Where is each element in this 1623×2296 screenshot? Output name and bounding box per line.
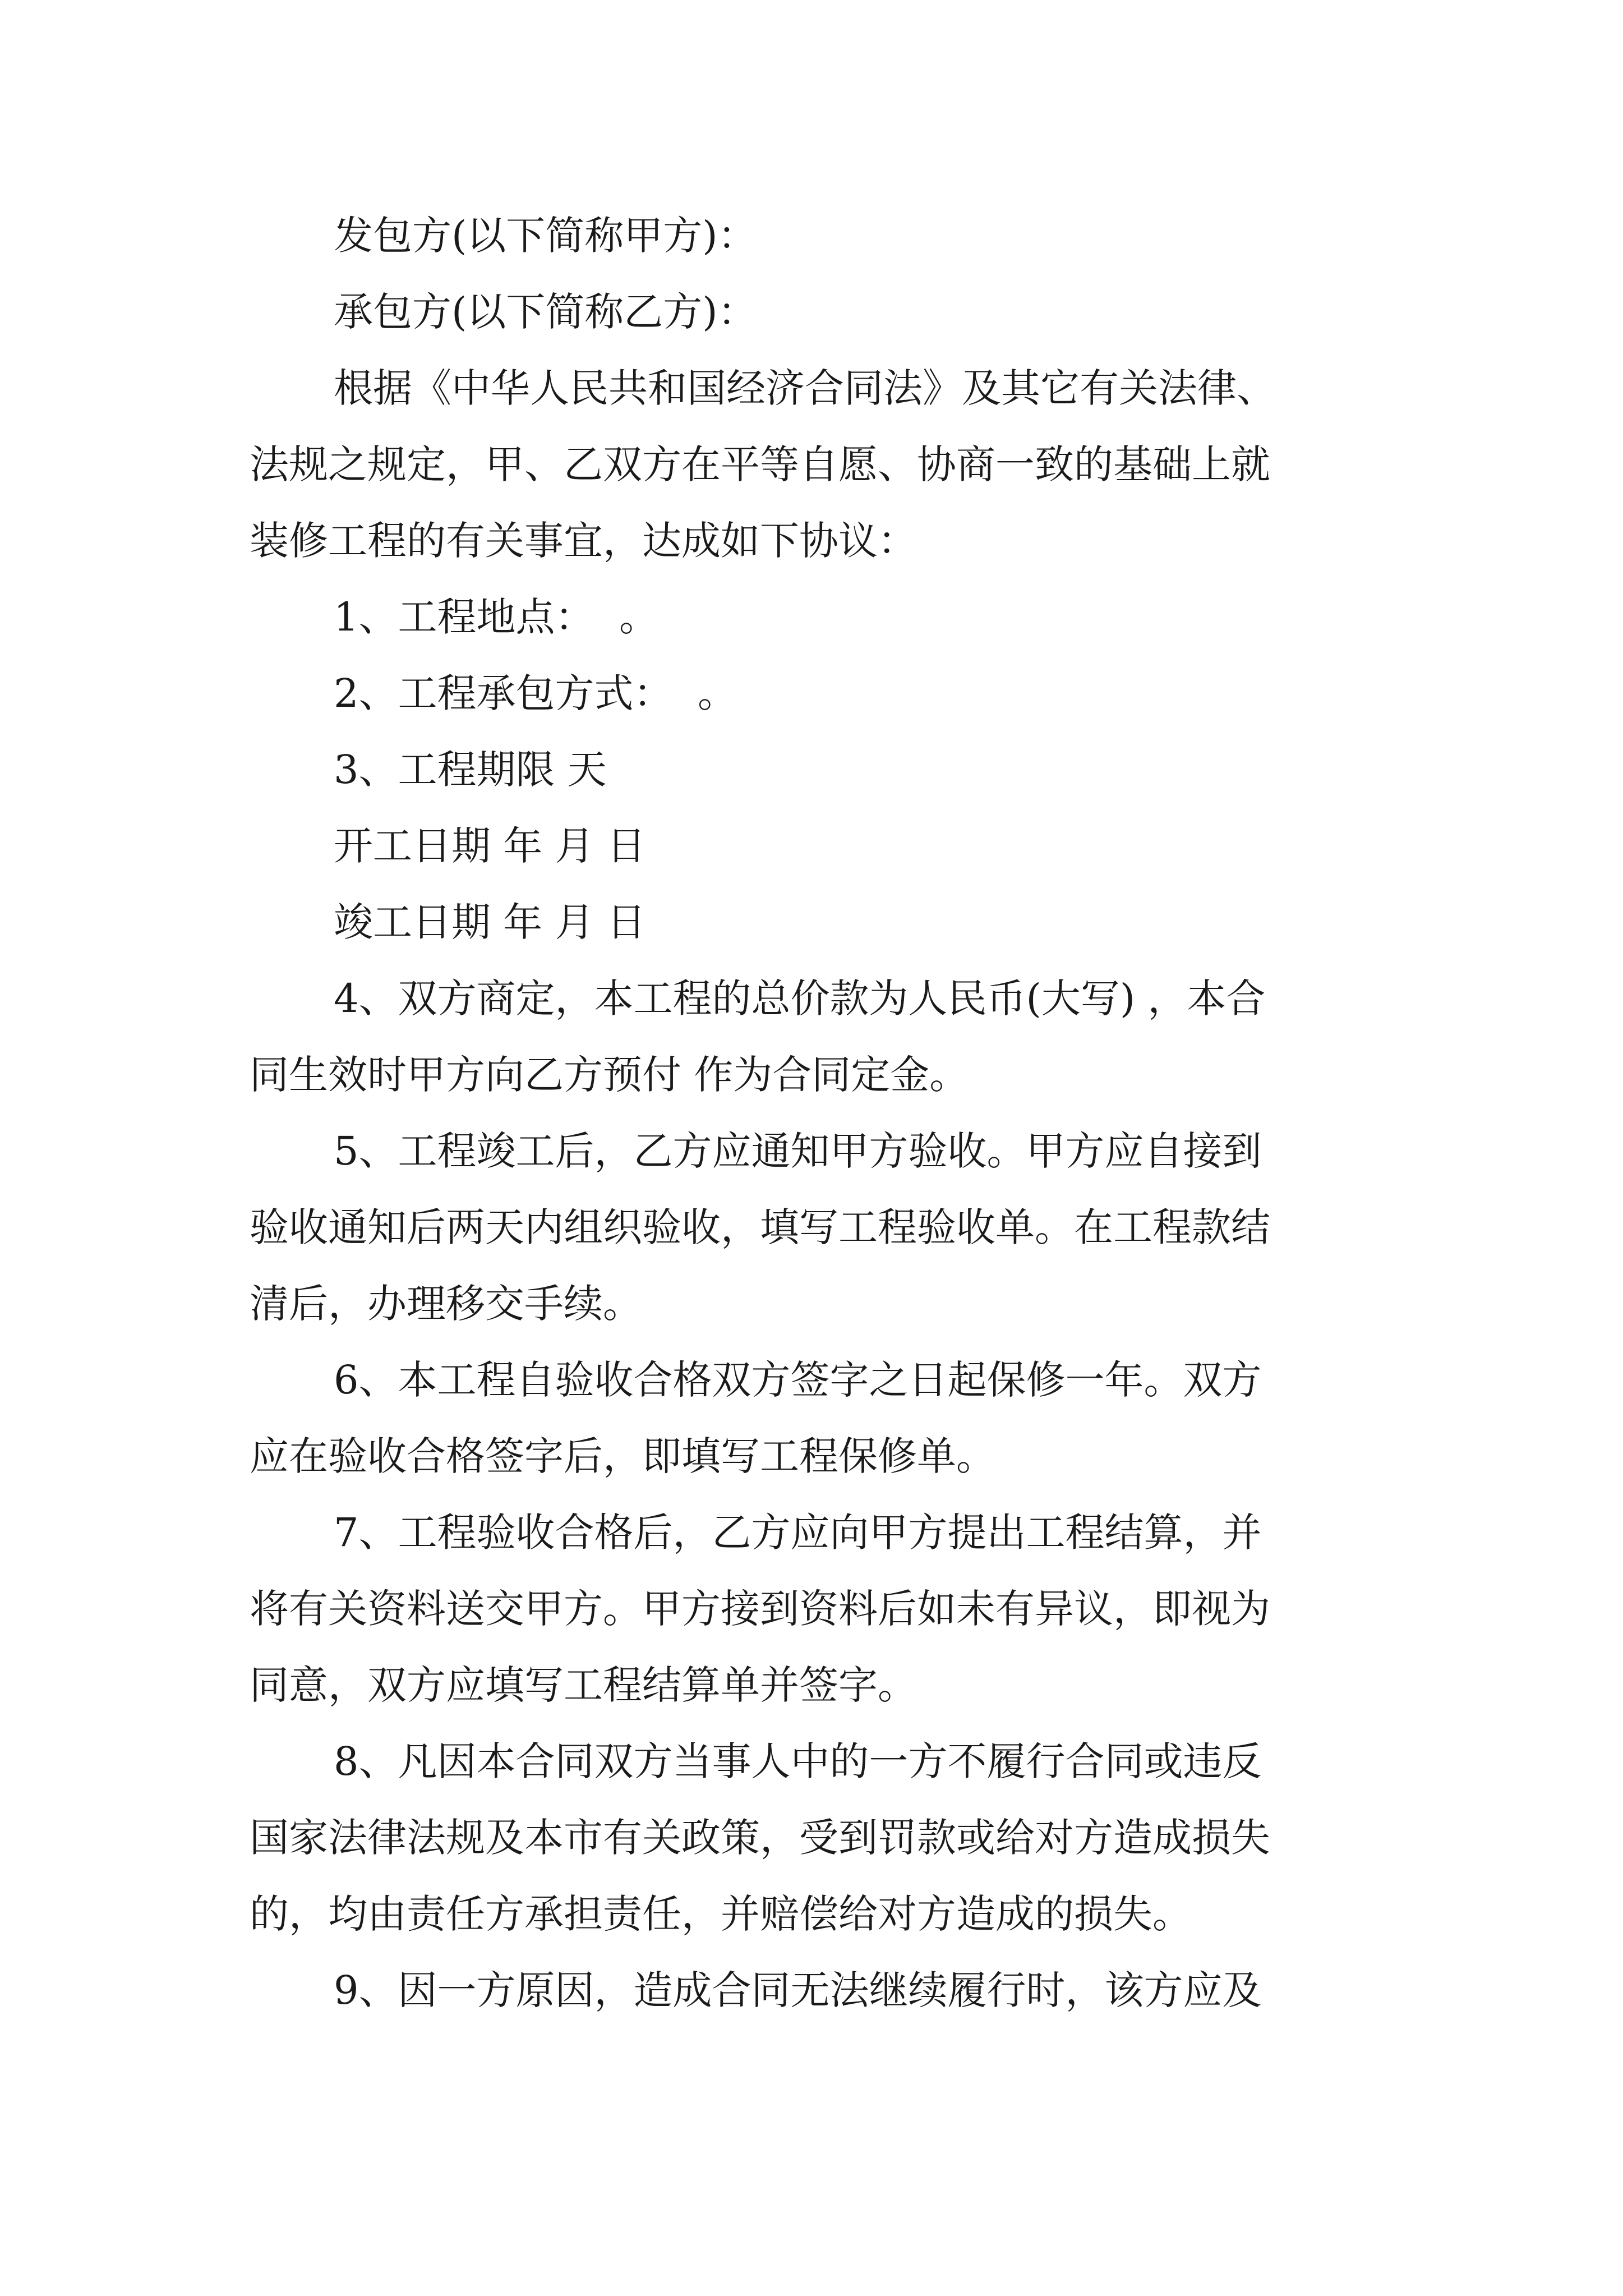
clause-7-line-1: 7、工程验收合格后，乙方应向甲方提出工程结算，并 xyxy=(334,1510,1262,1556)
clause-1-line: 1、工程地点： 。 xyxy=(334,594,659,640)
start-date-line: 开工日期 年 月 日 xyxy=(334,823,646,869)
preamble-line-2: 法规之规定，甲、乙双方在平等自愿、协商一致的基础上就 xyxy=(250,441,1270,487)
contract-body xyxy=(250,197,1391,2028)
clause-7-line-2: 将有关资料送交甲方。甲方接到资料后如未有异议，即视为 xyxy=(250,1586,1270,1632)
clause-6-line-2: 应在验收合格签字后，即填写工程保修单。 xyxy=(250,1433,995,1479)
party-a-line: 发包方(以下简称甲方)： xyxy=(334,213,757,259)
clause-4-line-2: 同生效时甲方向乙方预付 作为合同定金。 xyxy=(250,1052,969,1098)
clause-9-line-1: 9、因一方原因，造成合同无法继续履行时，该方应及 xyxy=(334,1967,1262,2013)
clause-5-line-3: 清后，办理移交手续。 xyxy=(250,1281,642,1327)
clause-4-line-1: 4、双方商定，本工程的总价款为人民币(大写) ，本合 xyxy=(334,976,1266,1022)
clause-7-line-3: 同意，双方应填写工程结算单并签字。 xyxy=(250,1662,917,1708)
clause-5-line-2: 验收通知后两天内组织验收，填写工程验收单。在工程款结 xyxy=(250,1204,1270,1250)
clause-6-line-1: 6、本工程自验收合格双方签字之日起保修一年。双方 xyxy=(334,1357,1262,1403)
preamble-line-1: 根据《中华人民共和国经济合同法》及其它有关法律、 xyxy=(334,365,1276,411)
clause-8-line-2: 国家法律法规及本市有关政策，受到罚款或给对方造成损失 xyxy=(250,1815,1270,1861)
preamble-line-3: 装修工程的有关事宜，达成如下协议： xyxy=(250,518,917,564)
clause-2-line: 2、工程承包方式： 。 xyxy=(334,670,737,716)
completion-date-line: 竣工日期 年 月 日 xyxy=(334,899,646,945)
clause-8-line-1: 8、凡因本合同双方当事人中的一方不履行合同或违反 xyxy=(334,1738,1262,1784)
clause-5-line-1: 5、工程竣工后，乙方应通知甲方验收。甲方应自接到 xyxy=(334,1128,1262,1174)
clause-8-line-3: 的，均由责任方承担责任，并赔偿给对方造成的损失。 xyxy=(250,1891,1192,1937)
party-b-line: 承包方(以下简称乙方)： xyxy=(334,289,757,335)
clause-3-line: 3、工程期限 天 xyxy=(334,747,607,793)
